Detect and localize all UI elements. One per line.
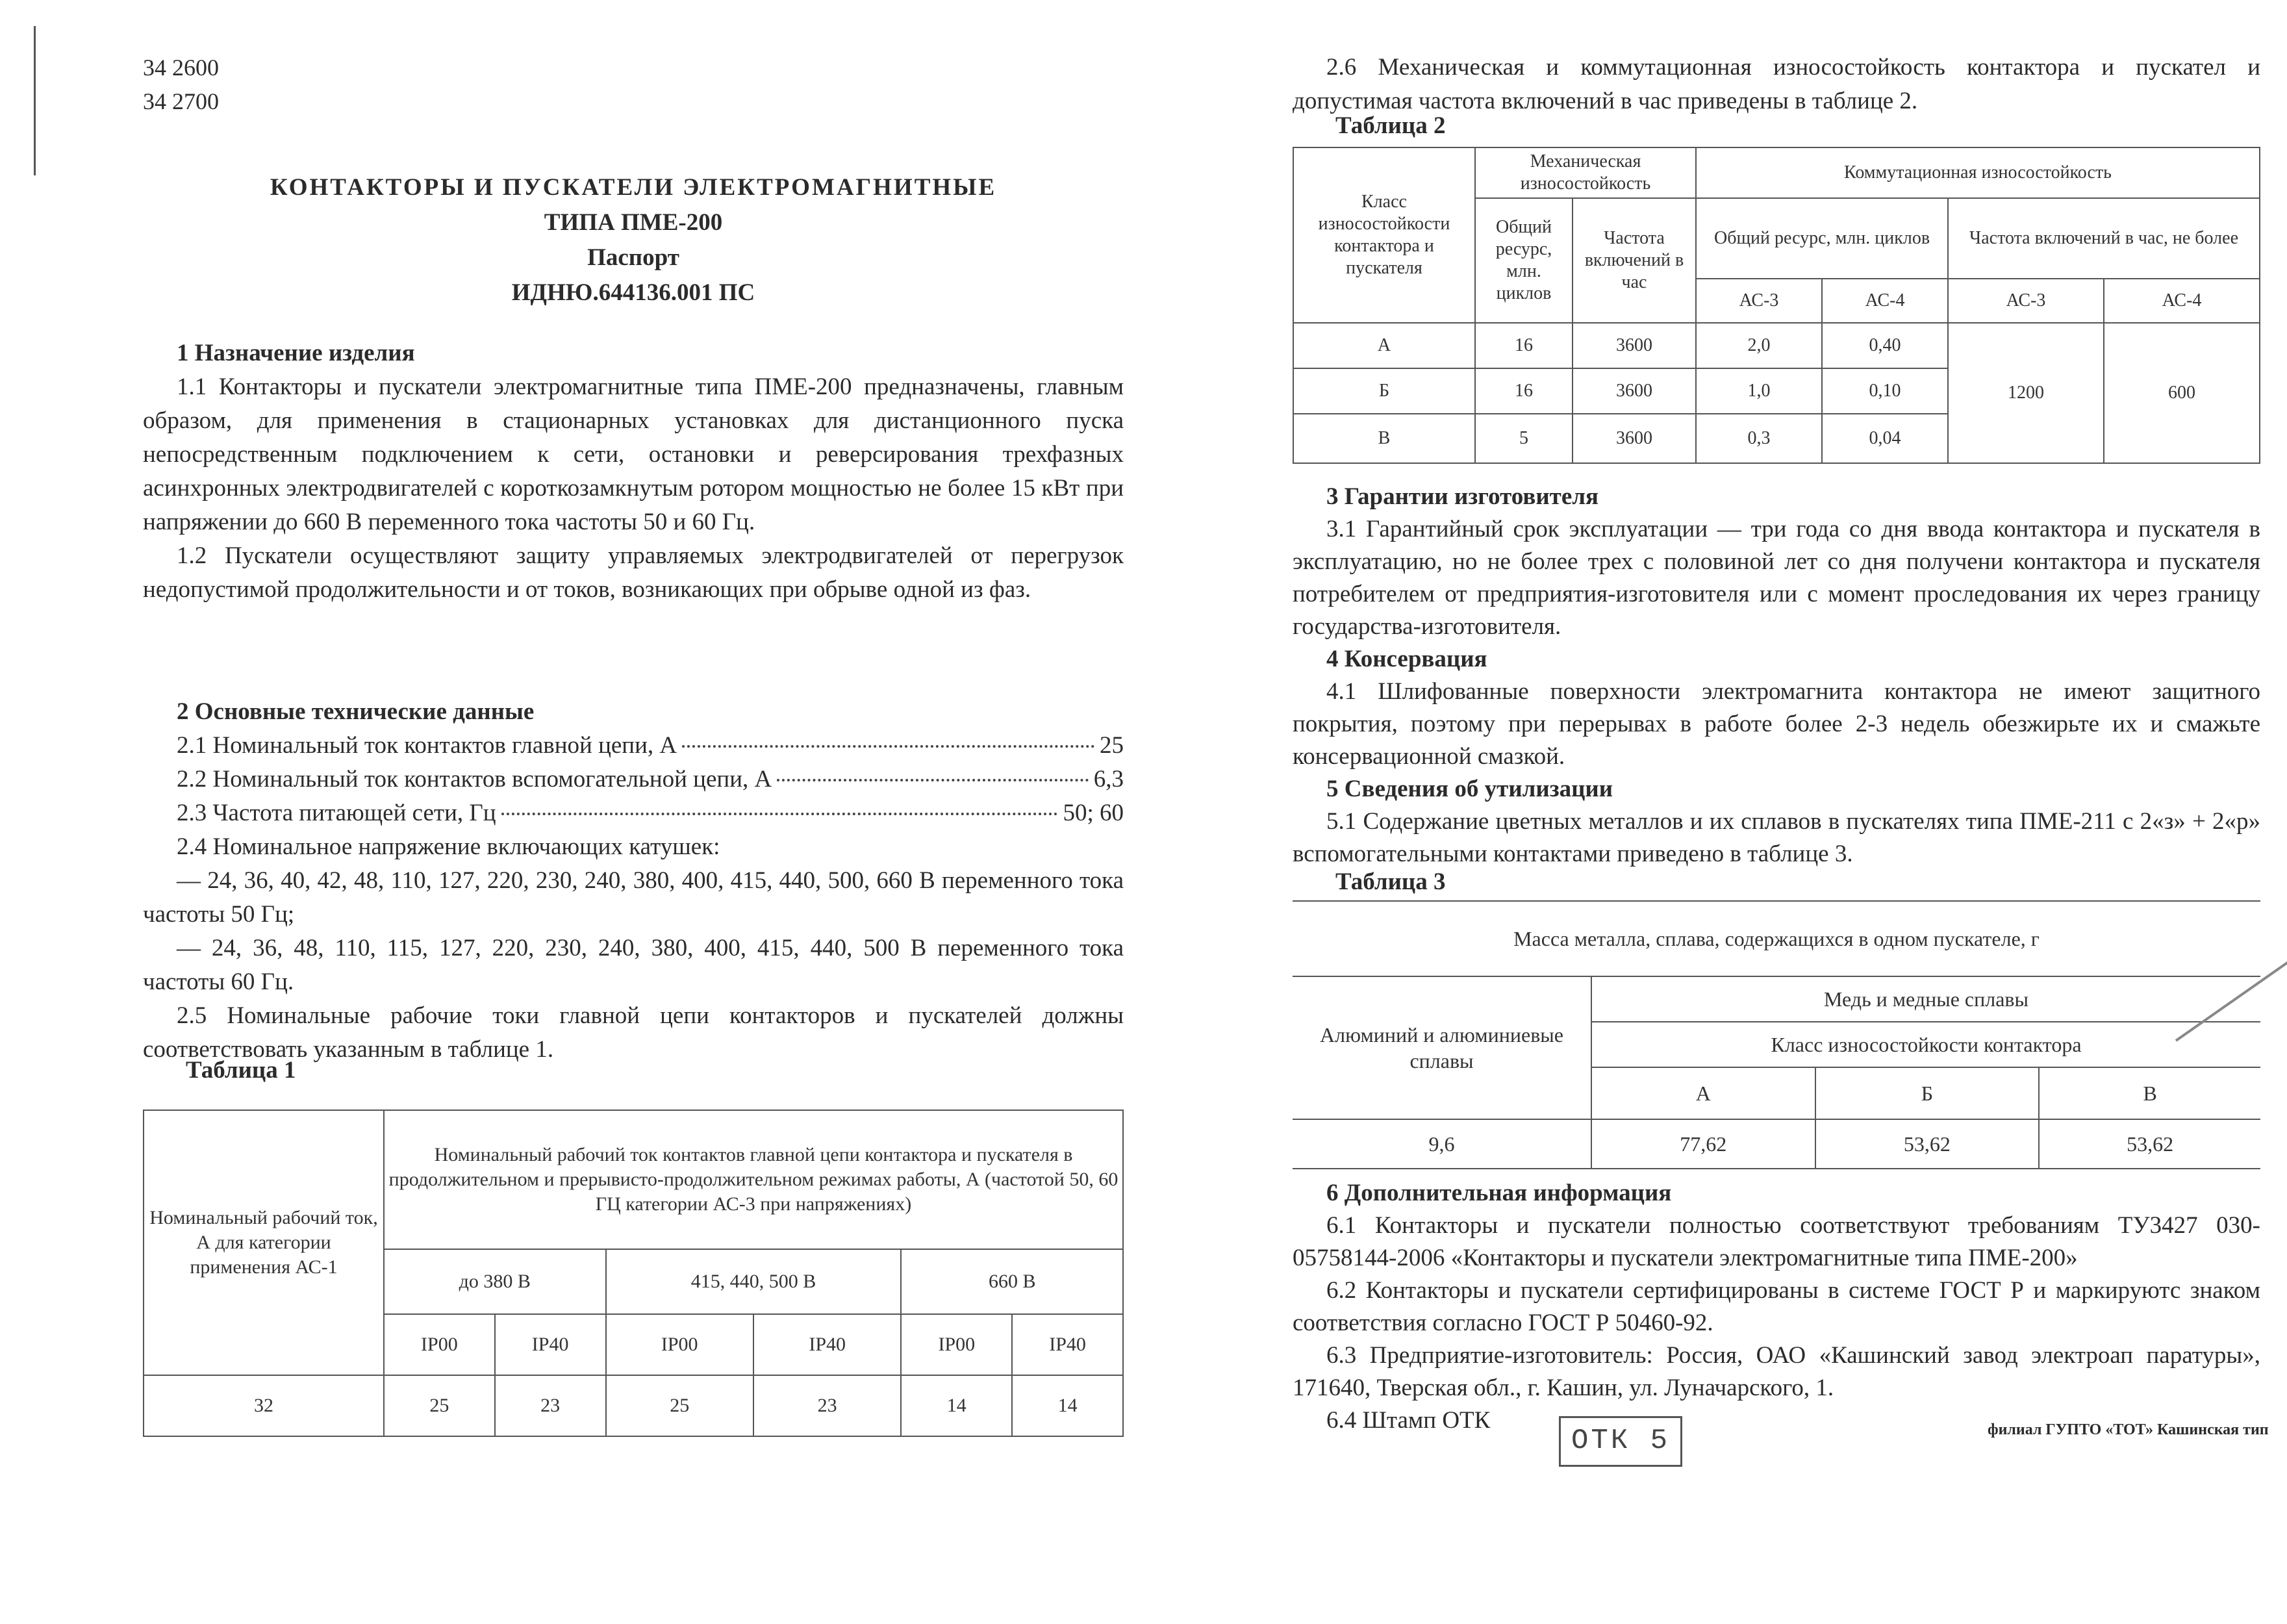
spec-value: 50; 60 bbox=[1063, 800, 1124, 826]
table-3-caption: Таблица 3 bbox=[1335, 869, 1446, 895]
section-3-heading: 3 Гарантии изготовителя bbox=[1326, 483, 1599, 510]
title-line-3: Паспорт bbox=[587, 244, 679, 271]
table-1-caption: Таблица 1 bbox=[186, 1057, 296, 1084]
page-edge-line bbox=[34, 26, 36, 175]
section-1 bbox=[143, 336, 1124, 607]
section-6-p2: 6.2 Контакторы и пускатели сертифицированы в системе ГОСТ Р и маркируютс знаком соответствия согласно ГОСТ Р 50460-92. bbox=[1293, 1277, 2260, 1336]
title-line-1: КОНТАКТОРЫ И ПУСКАТЕЛИ ЭЛЕКТРОМАГНИТНЫЕ bbox=[270, 174, 997, 201]
table-3-cell: 77,62 bbox=[1591, 1119, 1815, 1169]
spec-item-1 bbox=[143, 729, 1124, 763]
paragraph-2-6-text: 2.6 Механическая и коммутационная износостойкость контактора и пускател и допустимая частота включений в час приведены в таблице 2. bbox=[1293, 54, 2260, 114]
table-3-cell: 53,62 bbox=[1815, 1119, 2040, 1169]
left-page bbox=[143, 0, 1124, 1624]
table-1-cell: 25 bbox=[384, 1375, 495, 1436]
printer-imprint: филиал ГУПТО «ТОТ» Кашинская тип bbox=[1988, 1421, 2269, 1438]
table-1-group-header: Номинальный рабочий ток контактов главной цепи контактора и пускателя в продолжительном и прерывисто-продолжительном режимах работы, А (частотой 50, 60 ГЦ категории АС-3 при напряжениях) bbox=[384, 1110, 1123, 1249]
table-3 bbox=[1293, 900, 2260, 1169]
table-1-voltage: 415, 440, 500 В bbox=[606, 1249, 902, 1314]
table-2-comm-total-header: Общий ресурс, млн. циклов bbox=[1696, 198, 1948, 279]
table-2-total-header: Общий ресурс, млн. циклов bbox=[1475, 198, 1573, 323]
table-3-class: А bbox=[1591, 1067, 1815, 1119]
table-2-cell: 1,0 bbox=[1696, 368, 1822, 414]
table-2-cell: 0,04 bbox=[1822, 414, 1948, 463]
section-4-heading: 4 Консервация bbox=[1326, 646, 1487, 672]
table-2-comm-header: Коммутационная износостойкость bbox=[1696, 147, 2260, 198]
table-2-cell: 16 bbox=[1475, 368, 1573, 414]
section-6-heading: 6 Дополнительная информация bbox=[1326, 1180, 1672, 1206]
table-1-cell: 23 bbox=[495, 1375, 606, 1436]
dot-leader bbox=[501, 813, 1058, 815]
spec-value: 25 bbox=[1100, 732, 1124, 759]
table-1-protection: IP40 bbox=[753, 1314, 901, 1375]
section-5-heading: 5 Сведения об утилизации bbox=[1326, 776, 1613, 802]
table-2-ac4-header: АС-4 bbox=[1822, 279, 1948, 323]
table-2-cell: 600 bbox=[2104, 323, 2260, 463]
section-2-p24b: — 24, 36, 48, 110, 115, 127, 220, 230, 240, 380, 400, 415, 440, 500 В переменного тока частоты 60 Гц. bbox=[143, 935, 1124, 995]
table-2-cell: 0,3 bbox=[1696, 414, 1822, 463]
classification-codes bbox=[143, 51, 219, 118]
table-1-protection: IP00 bbox=[901, 1314, 1012, 1375]
table-1-row-header: Номинальный рабочий ток, А для категории применения АС-1 bbox=[144, 1110, 384, 1375]
table-2-caption: Таблица 2 bbox=[1335, 112, 1446, 139]
section-1-p1: 1.1 Контакторы и пускатели электромагнитные типа ПМЕ-200 предназначены, главным образом, для применения в стационарных установках для дистанционного пуска непосредственным подключением к сети, остановки и реверсирования трехфазных асинхронных электродвигателей с короткозамкнутым ротором мощностью не более 15 кВт при напряжении до 660 В переменного тока частоты 50 и 60 Гц. bbox=[143, 374, 1124, 535]
code-1: 34 2600 bbox=[143, 55, 219, 81]
table-2-cell: А bbox=[1293, 323, 1475, 368]
table-2-cell: 16 bbox=[1475, 323, 1573, 368]
section-2-p25: 2.5 Номинальные рабочие токи главной цепи контакторов и пускателей должны соответствовать указанным в таблице 1. bbox=[143, 1002, 1124, 1063]
table-2-cell: Б bbox=[1293, 368, 1475, 414]
table-2-comm-freq-header: Частота включений в час, не более bbox=[1948, 198, 2260, 279]
table-1-cell: 14 bbox=[901, 1375, 1012, 1436]
section-5-p1: 5.1 Содержание цветных металлов и их сплавов в пускателях типа ПМЕ-211 с 2«з» + 2«р» вспомогательными контактами приведено в таблице 3. bbox=[1293, 808, 2260, 867]
table-1-protection: IP00 bbox=[384, 1314, 495, 1375]
table-1-protection: IP40 bbox=[495, 1314, 606, 1375]
table-2-cell: 0,40 bbox=[1822, 323, 1948, 368]
section-2-p24: 2.4 Номинальное напряжение включающих катушек: bbox=[177, 833, 720, 860]
right-page bbox=[1293, 0, 2267, 1624]
code-2: 34 2700 bbox=[143, 88, 219, 114]
section-6-p1: 6.1 Контакторы и пускатели полностью соответствуют требованиям ТУ3427 030-05758144-2006 «Контакторы и пускатели электромагнитные типа ПМЕ-200» bbox=[1293, 1212, 2260, 1271]
table-2 bbox=[1293, 147, 2260, 464]
table-3-class: Б bbox=[1815, 1067, 2040, 1119]
dot-leader bbox=[682, 745, 1094, 748]
table-1-voltage: до 380 В bbox=[384, 1249, 606, 1314]
table-1-cell: 25 bbox=[606, 1375, 753, 1436]
table-2-ac3-header: АС-3 bbox=[1948, 279, 2104, 323]
table-2-cell: 3600 bbox=[1573, 414, 1696, 463]
table-2-ac3-header: АС-3 bbox=[1696, 279, 1822, 323]
section-3-p1: 3.1 Гарантийный срок эксплуатации — три года со дня ввода контактора и пускателя в эксплуатацию, но не более трех с половиной лет со дня получени контактора и пускателя потребителем от предприятия-изготовителя или с момент проследования их через границу государства-изготовителя. bbox=[1293, 516, 2260, 640]
section-2-heading: 2 Основные технические данные bbox=[177, 698, 535, 725]
spec-value: 6,3 bbox=[1093, 766, 1124, 793]
otk-stamp: ОТК 5 bbox=[1559, 1416, 1682, 1467]
section-1-heading: 1 Назначение изделия bbox=[177, 340, 415, 366]
title-line-4: ИДНЮ.644136.001 ПС bbox=[511, 279, 755, 306]
table-2-cell: 2,0 bbox=[1696, 323, 1822, 368]
spec-label: 2.2 Номинальный ток контактов вспомогательной цепи, А bbox=[177, 766, 772, 793]
table-3-cell: 9,6 bbox=[1293, 1119, 1591, 1169]
table-1-cell: 23 bbox=[753, 1375, 901, 1436]
paragraph-2-6 bbox=[1293, 51, 2260, 118]
spec-label: 2.1 Номинальный ток контактов главной цепи, А bbox=[177, 732, 677, 759]
table-3-class-header: Класс износостойкости контактора bbox=[1591, 1022, 2260, 1067]
table-2-mech-header: Механическая износостойкость bbox=[1475, 147, 1696, 198]
table-2-cell: 5 bbox=[1475, 414, 1573, 463]
table-3-mass-header: Масса металла, сплава, содержащихся в одном пускателе, г bbox=[1293, 901, 2260, 976]
table-2-class-header: Класс износостойкости контактора и пускателя bbox=[1293, 147, 1475, 323]
table-3-cu-header: Медь и медные сплавы bbox=[1591, 976, 2260, 1022]
spec-item-3 bbox=[143, 796, 1124, 830]
table-2-cell: 3600 bbox=[1573, 368, 1696, 414]
table-3-al-header: Алюминий и алюминиевые сплавы bbox=[1293, 976, 1591, 1119]
sections-3-5 bbox=[1293, 481, 2260, 870]
table-2-cell: В bbox=[1293, 414, 1475, 463]
table-3-cell: 53,62 bbox=[2039, 1119, 2260, 1169]
table-2-freq-header: Частота включений в час bbox=[1573, 198, 1696, 323]
spec-label: 2.3 Частота питающей сети, Гц bbox=[177, 800, 496, 826]
section-2-p24a: — 24, 36, 40, 42, 48, 110, 127, 220, 230, 240, 380, 400, 415, 440, 500, 660 В переменного тока частоты 50 Гц; bbox=[143, 867, 1124, 928]
section-6 bbox=[1293, 1177, 2260, 1437]
section-4-p1: 4.1 Шлифованные поверхности электромагнита контактора не имеют защитного покрытия, поэтому при перерывах в работе более 2-3 недель обезжирьте их и смажьте консервационной смазкой. bbox=[1293, 678, 2260, 770]
table-2-cell: 1200 bbox=[1948, 323, 2104, 463]
table-3-class: В bbox=[2039, 1067, 2260, 1119]
spec-item-2 bbox=[143, 763, 1124, 796]
table-1-protection: IP00 bbox=[606, 1314, 753, 1375]
section-1-p2: 1.2 Пускатели осуществляют защиту управляемых электродвигателей от перегрузок недопустимой продолжительности и от токов, возникающих при обрыве одной из фаз. bbox=[143, 542, 1124, 603]
table-1-cell: 32 bbox=[144, 1375, 384, 1436]
table-2-ac4-header: АС-4 bbox=[2104, 279, 2260, 323]
table-2-cell: 3600 bbox=[1573, 323, 1696, 368]
table-1 bbox=[143, 1110, 1124, 1437]
section-6-p4: 6.4 Штамп ОТК bbox=[1326, 1407, 1491, 1434]
table-1-voltage: 660 В bbox=[901, 1249, 1123, 1314]
section-2 bbox=[143, 695, 1124, 1067]
title-line-2: ТИПА ПМЕ-200 bbox=[544, 209, 723, 236]
table-1-cell: 14 bbox=[1012, 1375, 1123, 1436]
dot-leader bbox=[777, 779, 1089, 781]
document-title bbox=[143, 170, 1124, 311]
table-2-cell: 0,10 bbox=[1822, 368, 1948, 414]
table-1-protection: IP40 bbox=[1012, 1314, 1123, 1375]
section-6-p3: 6.3 Предприятие-изготовитель: Россия, ОАО «Кашинский завод электроап паратуры», 171640, Тверская обл., г. Кашин, ул. Луначарского, 1. bbox=[1293, 1342, 2260, 1401]
